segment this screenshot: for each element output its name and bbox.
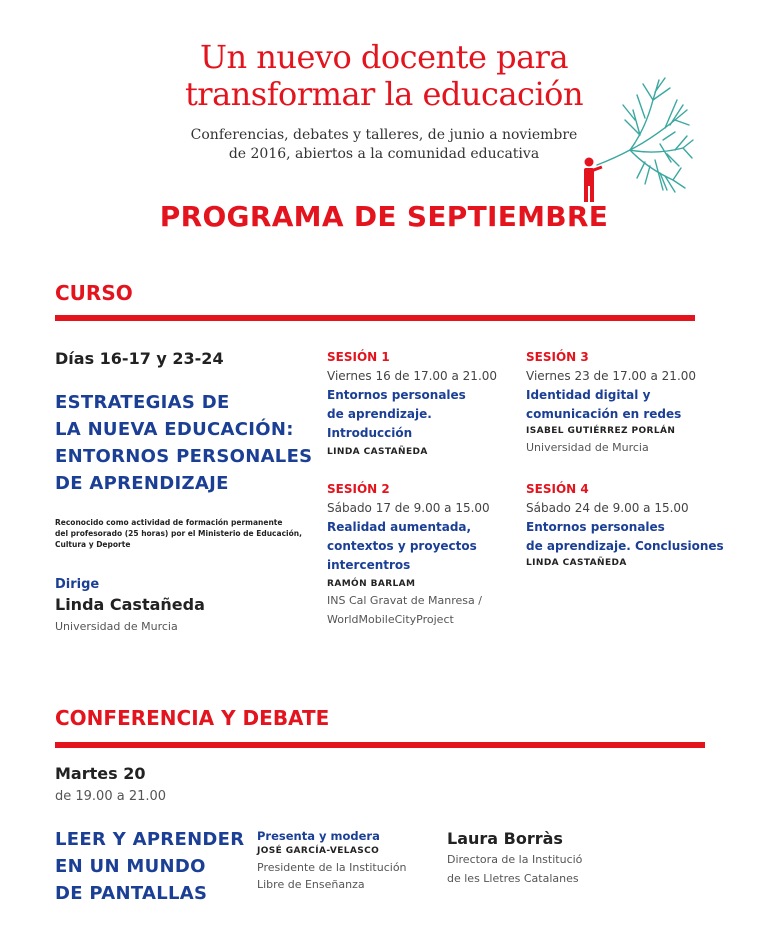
recognition-line: Reconocido como actividad de formación permanente — [55, 518, 283, 527]
conferencia-title-line: EN UN MUNDO — [55, 856, 206, 877]
session-label: SESIÓN 2 — [327, 482, 390, 496]
recognition-line: del profesorado (25 horas) por el Ministerio de Educación, — [55, 529, 302, 538]
session-speaker: LINDA CASTAÑEDA — [526, 558, 627, 568]
session-topic-line: comunicación en redes — [526, 407, 682, 421]
moderator-role-line: Libre de Enseñanza — [257, 878, 365, 891]
session-date: Viernes 23 de 17.00 a 21.00 — [526, 369, 697, 383]
session-speaker: LINDA CASTAÑEDA — [327, 447, 428, 457]
recognition-line: Cultura y Deporte — [55, 540, 131, 549]
session-topic-line: contextos y proyectos — [327, 539, 477, 553]
session-topic-line: Entornos personales — [526, 520, 665, 534]
session-label: SESIÓN 4 — [526, 482, 589, 496]
curso-title-line: ENTORNOS PERSONALES — [55, 446, 313, 467]
subtitle-line-1: Conferencias, debates y talleres, de junio a noviembre — [190, 127, 578, 143]
session-institution-line: Universidad de Murcia — [526, 441, 649, 454]
subtitle-line-2: de 2016, abiertos a la comunidad educativa — [228, 146, 540, 162]
page-title-line-1: Un nuevo docente para — [199, 38, 569, 76]
session-1 — [327, 349, 517, 457]
session-institution-line: INS Cal Gravat de Manresa / — [327, 594, 482, 607]
moderator-block — [257, 828, 437, 893]
session-date: Sábado 17 de 9.00 a 15.00 — [327, 501, 490, 515]
page-title-line-2: transformar la educación — [184, 75, 584, 113]
session-topic-line: Entornos personales — [327, 388, 466, 402]
curso-title-line: ESTRATEGIAS DE — [55, 392, 230, 413]
curso-title — [55, 389, 312, 497]
conferencia-title-line: LEER Y APRENDER — [55, 829, 245, 850]
director-affiliation: Universidad de Murcia — [55, 620, 178, 633]
curso-divider — [55, 315, 695, 321]
person-watering-tree-icon — [575, 70, 695, 210]
curso-title-line: DE APRENDIZAJE — [55, 473, 229, 494]
session-topic-line: Identidad digital y — [526, 388, 651, 402]
session-date: Viernes 16 de 17.00 a 21.00 — [327, 369, 498, 383]
session-3 — [526, 349, 726, 457]
session-topic-line: de aprendizaje. Conclusiones — [526, 539, 724, 553]
curso-heading: CURSO — [55, 281, 133, 305]
session-date: Sábado 24 de 9.00 a 15.00 — [526, 501, 689, 515]
speaker-role-line: Directora de la Institució — [447, 853, 583, 866]
session-2 — [327, 481, 527, 629]
moderator-label: Presenta y modera — [257, 829, 380, 843]
curso-title-line: LA NUEVA EDUCACIÓN: — [55, 419, 294, 440]
conferencia-day: Martes 20 — [55, 764, 146, 783]
session-topic-line: Introducción — [327, 426, 413, 440]
dirige-label: Dirige — [55, 577, 100, 592]
session-topic-line: intercentros — [327, 558, 411, 572]
conferencia-title — [55, 826, 244, 907]
session-speaker: RAMÓN BARLAM — [327, 579, 416, 589]
conferencia-heading: CONFERENCIA Y DEBATE — [55, 706, 330, 730]
moderator-name: JOSÉ GARCÍA-VELASCO — [257, 846, 380, 856]
speaker-name: Laura Borràs — [447, 829, 563, 848]
speaker-role-line: de les Lletres Catalanes — [447, 872, 579, 885]
moderator-role-line: Presidente de la Institución — [257, 861, 407, 874]
conferencia-time: de 19.00 a 21.00 — [55, 789, 167, 804]
session-4 — [526, 481, 736, 568]
speaker-block — [447, 828, 647, 888]
conferencia-title-line: DE PANTALLAS — [55, 883, 208, 904]
curso-days: Días 16-17 y 23-24 — [55, 349, 224, 368]
session-label: SESIÓN 3 — [526, 350, 589, 364]
programa-heading: PROGRAMA DE SEPTIEMBRE — [159, 200, 609, 233]
session-topic-line: de aprendizaje. — [327, 407, 432, 421]
conferencia-divider — [55, 742, 705, 748]
director-name: Linda Castañeda — [55, 595, 205, 614]
session-speaker: ISABEL GUTIÉRREZ PORLÁN — [526, 426, 676, 436]
session-institution-line: WorldMobileCityProject — [327, 613, 454, 626]
curso-recognition — [55, 517, 315, 550]
session-topic-line: Realidad aumentada, — [327, 520, 472, 534]
session-label: SESIÓN 1 — [327, 350, 390, 364]
